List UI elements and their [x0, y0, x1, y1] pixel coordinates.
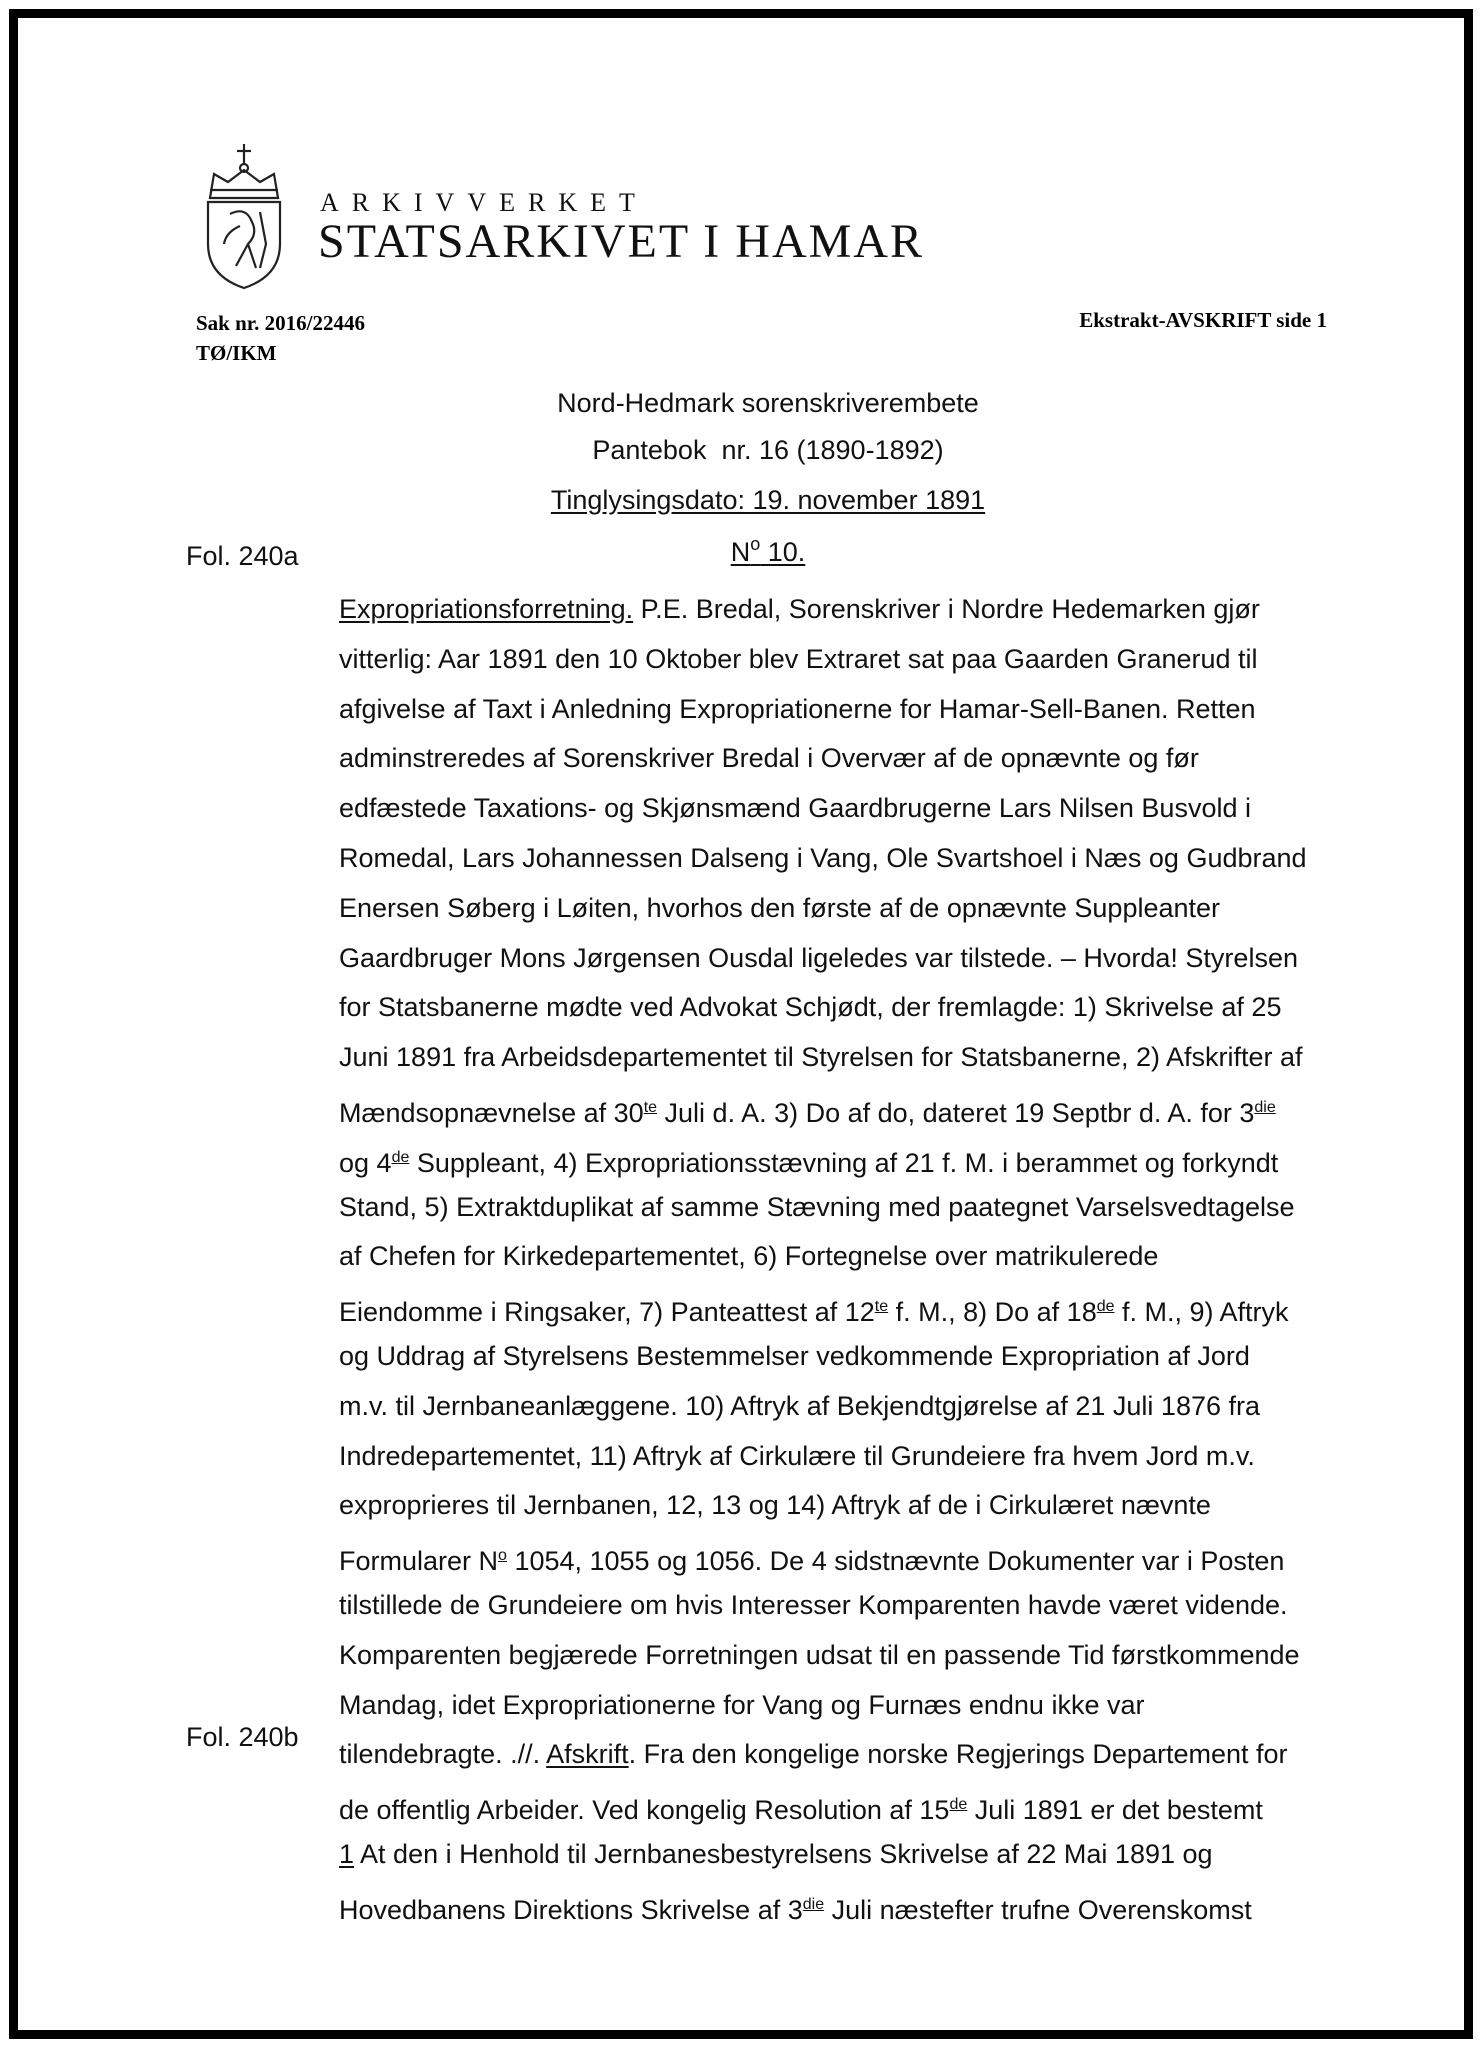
text-line: vitterlig: Aar 1891 den 10 Oktober blev Extraret sat paa Gaarden Granerud til: [339, 643, 1258, 674]
text-span: Eiendomme i Ringsaker, 7) Panteattest af 12: [339, 1297, 875, 1328]
case-number: Sak nr. 2016/22446: [196, 311, 366, 335]
text-span: Hovedbanens Direktions Skrivelse af 3: [339, 1894, 803, 1925]
archive-org-name: ARKIVVERKET: [320, 188, 648, 217]
text-span: tilendebragte. .//.: [339, 1739, 547, 1770]
superscript: de: [949, 1796, 968, 1814]
list-number: 1: [339, 1838, 355, 1869]
superscript: die: [1254, 1098, 1276, 1116]
text-line: og Uddrag af Styrelsens Bestemmelser vedkommende Expropriation af Jord: [339, 1340, 1250, 1371]
registration-date-text: Tinglysingsdato: 19. november 1891: [550, 485, 986, 515]
text-line: Romedal, Lars Johannessen Dalseng i Vang, Ole Svartshoel i Næs og Gudbrand: [339, 842, 1307, 873]
text-line: afgivelse af Taxt i Anledning Expropriationerne for Hamar-Sell-Banen. Retten: [339, 693, 1256, 724]
text-line: Mandag, idet Expropriationerne for Vang og Furnæs endnu ikke var: [339, 1689, 1145, 1720]
folio-240b: Fol. 240b: [186, 1722, 299, 1752]
text-span: Juli 1891 er det bestemt: [967, 1795, 1263, 1826]
section-heading: Expropriationsforretning.: [339, 594, 634, 624]
text-line: [339, 585, 1359, 635]
text-line: [339, 1780, 1359, 1830]
text-span: At den i Henhold til Jernbanesbestyrelsens Skrivelse af 22 Mai 1891 og: [354, 1838, 1213, 1869]
text-line: Komparenten begjærede Forretningen udsat til en passende Tid førstkommende: [339, 1639, 1300, 1670]
case-info: [196, 308, 365, 368]
text-span: Suppleant, 4) Expropriationsstævning af 21 f. M. i berammet og forkyndt: [409, 1147, 1279, 1178]
folio-240a: Fol. 240a: [186, 541, 299, 571]
text-line: exproprieres til Jernbanen, 12, 13 og 14) Aftryk af de i Cirkulæret nævnte: [339, 1490, 1211, 1521]
text-line: Stand, 5) Extraktduplikat af samme Stævning med paategnet Varselsvedtagelse: [339, 1191, 1295, 1222]
text-line: af Chefen for Kirkedepartementet, 6) Fortegnelse over matrikulerede: [339, 1241, 1159, 1272]
document-type-label: Ekstrakt-AVSKRIFT side 1: [1079, 308, 1327, 332]
text-line: [339, 1730, 1359, 1780]
text-line: for Statsbanerne mødte ved Advokat Schjødt, der fremlagde: 1) Skrivelse af 25: [339, 992, 1282, 1023]
entry-number-prefix: N: [730, 537, 751, 567]
text-span: Juli d. A. 3) Do af do, dateret 19 Septbr d. A. for 3: [657, 1097, 1255, 1128]
text-line: edfæstede Taxations- og Skjønsmænd Gaardbrugerne Lars Nilsen Busvold i: [339, 793, 1251, 824]
text-line: [339, 1531, 1359, 1581]
text-line: [339, 1083, 1359, 1133]
text-line: [339, 1880, 1359, 1930]
archive-office-name: STATSARKIVET I HAMAR: [318, 215, 924, 268]
text-line: [339, 1133, 1359, 1183]
superscript: te: [643, 1098, 658, 1116]
mortgage-book-title: Pantebok nr. 16 (1890-1892): [592, 435, 944, 465]
text-line: Gaardbruger Mons Jørgensen Ousdal ligeledes var tilstede. – Hvorda! Styrelsen: [339, 942, 1298, 973]
text-span: f. M., 8) Do af 18: [888, 1297, 1097, 1328]
entry-number: [338, 534, 1198, 568]
afskrift-heading: Afskrift: [546, 1739, 629, 1770]
text-span: f. M., 9) Aftryk: [1114, 1297, 1289, 1328]
entry-number-sup: o: [750, 534, 761, 554]
text-span: de offentlig Arbeider. Ved kongelig Resolution af 15: [339, 1795, 950, 1826]
text-line: Enersen Søberg i Løiten, hvorhos den første af de opnævnte Suppleanter: [339, 892, 1221, 923]
text-line: Indredepartementet, 11) Aftryk af Cirkulære til Grundeiere fra hvem Jord m.v.: [339, 1440, 1255, 1471]
text-span: og 4: [339, 1147, 392, 1178]
superscript: o: [498, 1547, 507, 1565]
entry-number-value: 10.: [760, 537, 806, 567]
text-line: tilstillede de Grundeiere om hvis Interesser Komparenten havde været vidende.: [339, 1589, 1288, 1620]
entry-number-text: [730, 534, 806, 567]
text-span: . Fra den kongelige norske Regjerings Departement for: [628, 1739, 1288, 1770]
court-office-title: Nord-Hedmark sorenskriverembete: [557, 388, 979, 418]
registration-date: [338, 485, 1198, 516]
case-reference: TØ/IKM: [196, 341, 277, 365]
text-span: Formularer N: [339, 1546, 499, 1577]
superscript: de: [1096, 1298, 1115, 1316]
coat-of-arms-logo: [196, 140, 292, 290]
text-line: m.v. til Jernbaneanlæggene. 10) Aftryk af Bekjendtgjørelse af 21 Juli 1876 fra: [339, 1390, 1261, 1421]
superscript: te: [874, 1298, 889, 1316]
superscript: die: [802, 1895, 825, 1913]
transcript-body: [339, 585, 1359, 1930]
text-span: Mændsopnævnelse af 30: [339, 1097, 644, 1128]
text-line: adminstreredes af Sorenskriver Bredal i Overvær af de opnævnte og før: [339, 743, 1199, 774]
text-line: [339, 1830, 1359, 1880]
text-line: Juni 1891 fra Arbeidsdepartementet til Styrelsen for Statsbanerne, 2) Afskrifter af: [339, 1042, 1303, 1073]
text-span: Juli næstefter trufne Overenskomst: [824, 1894, 1252, 1925]
text-line: [339, 1282, 1359, 1332]
text-span: P.E. Bredal, Sorenskriver i Nordre Hedemarken gjør: [633, 594, 1260, 624]
superscript: de: [391, 1148, 410, 1166]
text-span: 1054, 1055 og 1056. De 4 sidstnævnte Dokumenter var i Posten: [506, 1546, 1285, 1577]
document-page: [9, 9, 1473, 2039]
